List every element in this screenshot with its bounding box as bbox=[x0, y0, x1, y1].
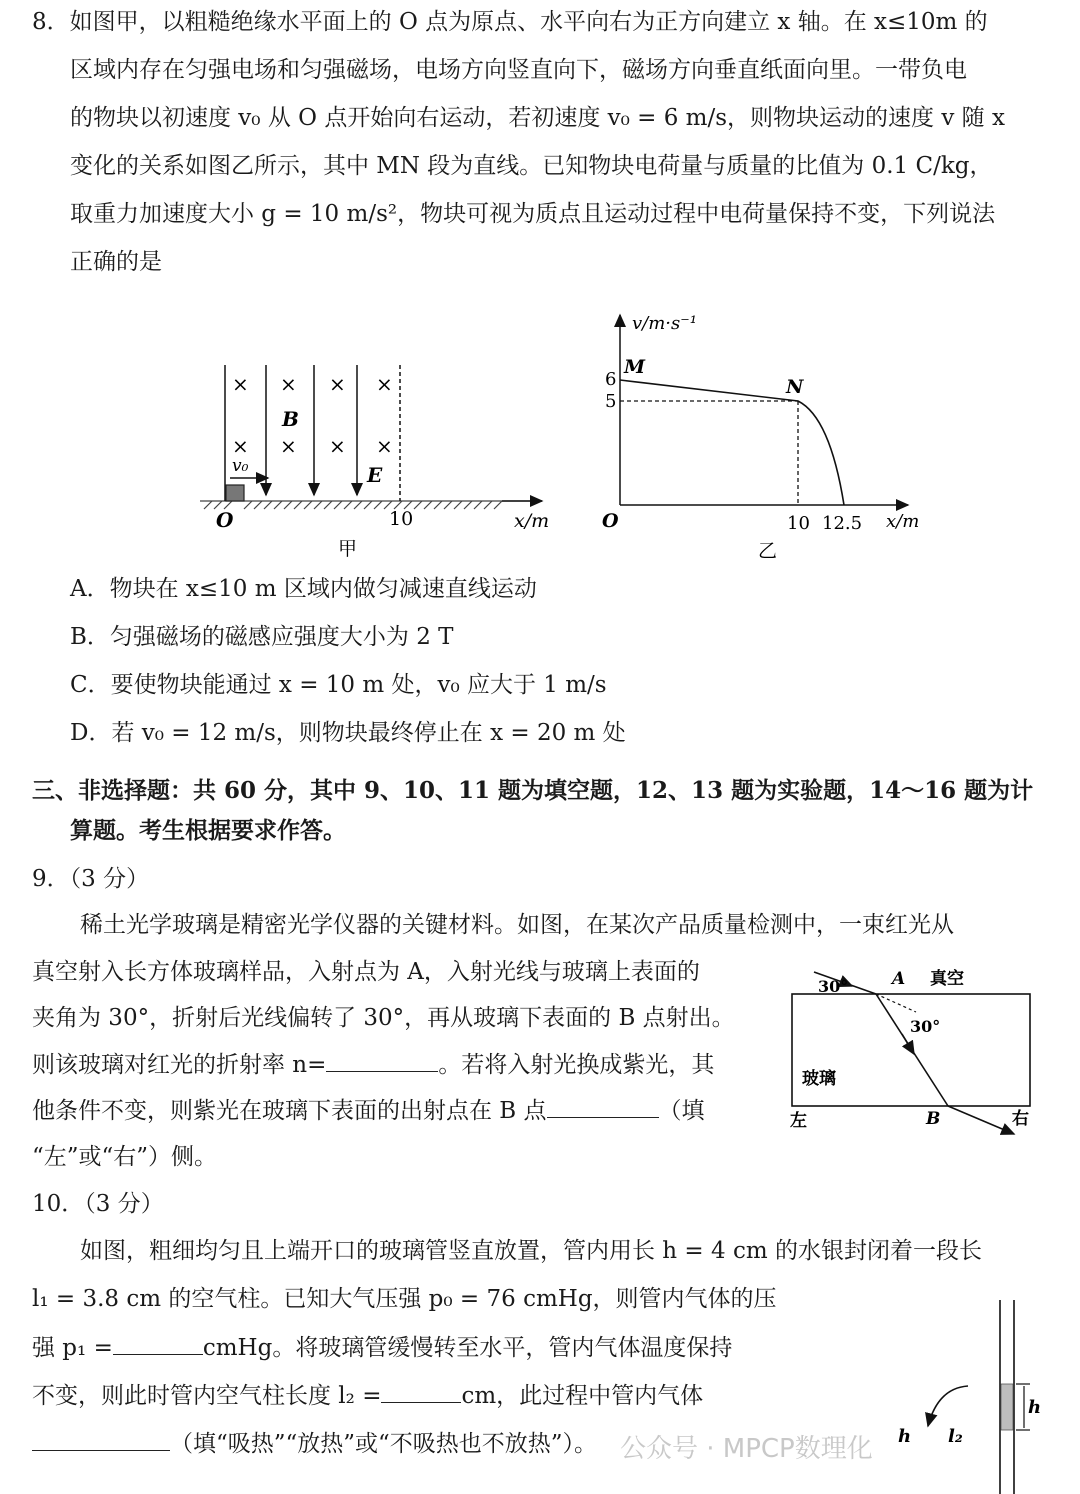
label-h-horizontal: h bbox=[898, 1426, 912, 1447]
cross-8: × bbox=[376, 434, 393, 458]
q8-line-4: 变化的关系如图乙所示，其中 MN 段为直线。已知物块电荷量与质量的比值为 0.1 C/kg， bbox=[70, 153, 993, 179]
x-axis-label: x/m bbox=[514, 510, 550, 532]
q8-line-5: 取重力加速度大小 g = 10 m/s²，物块可视为质点且运动过程中电荷量保持不变，下列说法 bbox=[70, 201, 996, 227]
q10-line-3 bbox=[32, 1332, 732, 1363]
refracted-arrow bbox=[902, 1034, 914, 1054]
figure-q10-tube bbox=[890, 1296, 1060, 1494]
section3-line-1: 三、非选择题：共 60 分，其中 9、10、11 题为填空题，12、13 题为实验题，14～16 题为计 bbox=[32, 777, 1034, 804]
q10-line-4-tail: cm，此过程中管内气体 bbox=[461, 1383, 704, 1409]
q9-line-5-text: 他条件不变，则紫光在玻璃下表面的出射点在 B 点 bbox=[32, 1098, 547, 1124]
cross-2: × bbox=[280, 372, 297, 396]
q8-option-b: B．匀强磁场的磁感应强度大小为 2 T bbox=[70, 624, 454, 650]
block bbox=[226, 485, 244, 501]
q10-line-4 bbox=[32, 1380, 703, 1411]
q10-line-5 bbox=[32, 1428, 597, 1459]
caption-jia: 甲 bbox=[338, 538, 358, 560]
section3-line-2: 算题。考生根据要求作答。 bbox=[70, 817, 346, 844]
label-v0: v₀ bbox=[232, 456, 249, 476]
angle-30-top: 30° bbox=[818, 977, 849, 996]
q10-blank-heat[interactable] bbox=[32, 1428, 170, 1451]
figure-yi bbox=[590, 305, 930, 565]
label-M: M bbox=[624, 356, 646, 378]
figure-jia bbox=[190, 355, 560, 565]
label-N: N bbox=[786, 376, 804, 398]
q10-line-2: l₁ = 3.8 cm 的空气柱。已知大气压强 p₀ = 76 cmHg，则管内气体的压 bbox=[32, 1286, 777, 1312]
label-glass: 玻璃 bbox=[802, 1069, 836, 1089]
q10-line-1: 如图，粗细均匀且上端开口的玻璃管竖直放置，管内用长 h = 4 cm 的水银封闭着一段长 bbox=[80, 1238, 982, 1264]
q9-line-2: 真空射入长方体玻璃样品，入射点为 A，入射光线与玻璃上表面的 bbox=[32, 959, 700, 985]
tick-10: 10 bbox=[389, 508, 414, 530]
cross-1: × bbox=[232, 372, 249, 396]
ground-hatch bbox=[200, 501, 542, 509]
q8-option-d: D．若 v₀ = 12 m/s，则物块最终停止在 x = 20 m 处 bbox=[70, 720, 626, 746]
q9-line-5-tail: （填 bbox=[658, 1098, 705, 1124]
q10-blank-l2[interactable] bbox=[381, 1380, 461, 1403]
label-h: h bbox=[1028, 1397, 1042, 1418]
label-B: B bbox=[926, 1109, 941, 1129]
rotation-arrow bbox=[928, 1386, 968, 1426]
exit-ray bbox=[948, 1106, 1014, 1134]
q9-line-3: 夹角为 30°，折射后光线偏转了 30°，再从玻璃下表面的 B 点射出。 bbox=[32, 1005, 735, 1031]
q9-line-4 bbox=[32, 1049, 714, 1080]
q9-line-4-tail: 。若将入射光换成紫光，其 bbox=[438, 1052, 715, 1078]
cross-4: × bbox=[376, 372, 393, 396]
q9-blank-side[interactable] bbox=[547, 1095, 659, 1118]
label-B: B bbox=[282, 407, 299, 431]
label-left: 左 bbox=[790, 1111, 807, 1131]
q8-option-a: A．物块在 x≤10 m 区域内做匀减速直线运动 bbox=[70, 576, 537, 602]
q10-header: 10．（3 分） bbox=[32, 1191, 164, 1217]
q9-line-1: 稀土光学玻璃是精密光学仪器的关键材料。如图，在某次产品质量检测中，一束红光从 bbox=[80, 912, 954, 938]
label-A: A bbox=[892, 969, 906, 989]
tick-10: 10 bbox=[787, 513, 810, 534]
velocity-curve bbox=[620, 380, 844, 505]
q8-line-3: 的物块以初速度 v₀ 从 O 点开始向右运动，若初速度 v₀ = 6 m/s，则物块运动的速度 v 随 x bbox=[70, 105, 1005, 131]
label-O: O bbox=[602, 510, 619, 532]
q10-line-3-tail: cmHg。将玻璃管缓慢转至水平，管内气体温度保持 bbox=[202, 1335, 733, 1361]
cross-3: × bbox=[329, 372, 346, 396]
q9-header: 9．（3 分） bbox=[32, 866, 150, 892]
q8-line-1: 8．如图甲，以粗糙绝缘水平面上的 O 点为原点、水平向右为正方向建立 x 轴。在 x≤10m 的 bbox=[32, 9, 988, 35]
q8-line-6: 正确的是 bbox=[70, 249, 162, 275]
tick-5: 5 bbox=[605, 391, 617, 412]
caption-yi: 乙 bbox=[758, 540, 778, 562]
q10-line-3-text: 强 p₁ = bbox=[32, 1335, 113, 1361]
q8-line-2: 区域内存在匀强电场和匀强磁场，电场方向竖直向下，磁场方向垂直纸面向里。一带负电 bbox=[70, 57, 967, 83]
q10-blank-p1[interactable] bbox=[113, 1332, 203, 1355]
label-l2: l₂ bbox=[948, 1426, 963, 1447]
watermark: 公众号 · MPCP数理化 bbox=[620, 1434, 873, 1464]
mercury-column bbox=[1001, 1384, 1013, 1430]
q9-line-6: “左”或“右”）侧。 bbox=[32, 1144, 218, 1170]
label-E: E bbox=[367, 463, 383, 487]
tick-12-5: 12.5 bbox=[822, 513, 863, 534]
q9-line-5 bbox=[32, 1095, 705, 1126]
q10-line-4-text: 不变，则此时管内空气柱长度 l₂ = bbox=[32, 1383, 382, 1409]
q8-option-c: C．要使物块能通过 x = 10 m 处，v₀ 应大于 1 m/s bbox=[70, 672, 607, 698]
y-axis-label: v/m·s⁻¹ bbox=[632, 313, 697, 334]
tick-6: 6 bbox=[605, 369, 617, 390]
cross-7: × bbox=[329, 434, 346, 458]
cross-6: × bbox=[280, 434, 297, 458]
angle-30-inner: 30° bbox=[910, 1017, 941, 1036]
label-O: O bbox=[216, 508, 234, 532]
figure-q9-glass bbox=[780, 958, 1060, 1138]
label-vacuum: 真空 bbox=[930, 969, 964, 989]
label-right: 右 bbox=[1012, 1109, 1029, 1129]
x-axis-label: x/m bbox=[886, 511, 920, 532]
cross-5: × bbox=[232, 434, 249, 458]
q9-blank-n[interactable] bbox=[326, 1049, 438, 1072]
q9-line-4-text: 则该玻璃对红光的折射率 n= bbox=[32, 1052, 327, 1078]
q10-line-5-text: （填“吸热”“放热”或“不吸热也不放热”）。 bbox=[170, 1431, 598, 1457]
